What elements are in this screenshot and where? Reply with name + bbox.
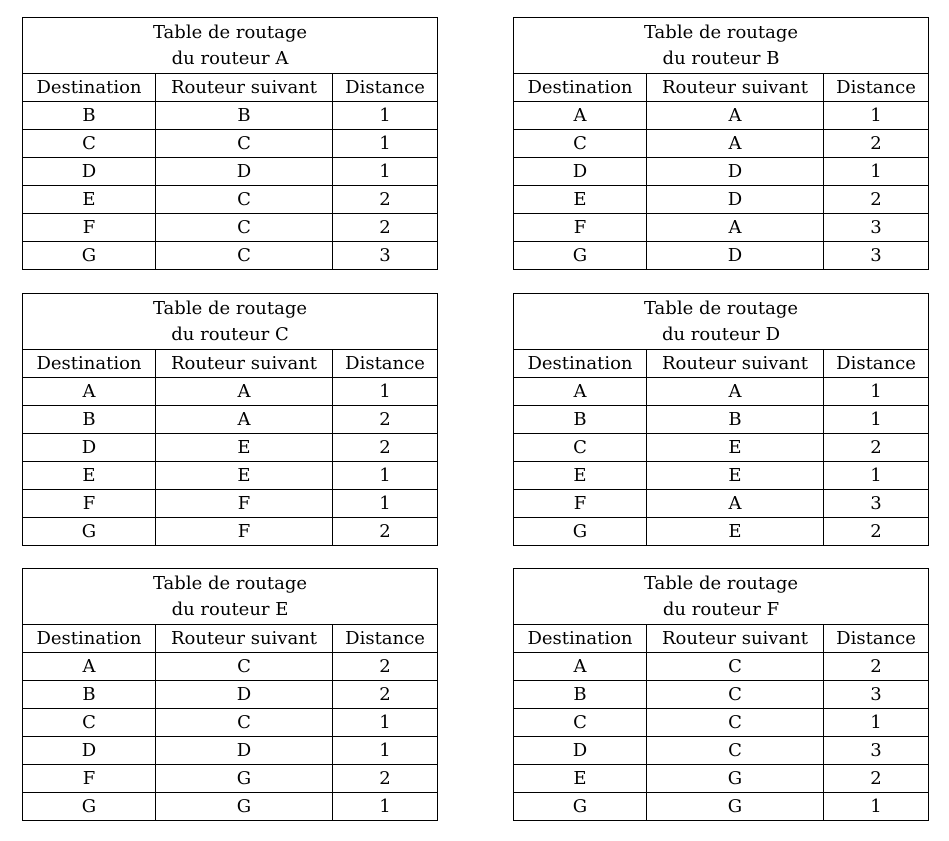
table-row <box>23 765 438 793</box>
table-row <box>514 709 929 737</box>
table-title-line-2: du routeur A <box>171 48 289 69</box>
table-title-line-1: Table de routage <box>643 22 799 43</box>
column-header-distance: Distance <box>333 625 438 653</box>
cell-destination: D <box>514 737 647 765</box>
table-title-row <box>23 294 438 350</box>
table-title <box>514 294 929 350</box>
table-title-row <box>514 294 929 350</box>
cell-destination: G <box>23 242 156 270</box>
cell-destination: D <box>23 158 156 186</box>
table-title-line-1: Table de routage <box>643 573 799 594</box>
cell-destination: E <box>23 186 156 214</box>
table-row <box>23 681 438 709</box>
table-row <box>23 518 438 546</box>
cell-distance: 1 <box>333 158 438 186</box>
table-row <box>514 214 929 242</box>
table-row <box>23 737 438 765</box>
table-title <box>514 569 929 625</box>
table-row <box>514 186 929 214</box>
routing-table-router-b <box>513 17 929 270</box>
table-title-line-1: Table de routage <box>643 298 799 319</box>
table-row <box>514 130 929 158</box>
cell-destination: C <box>514 709 647 737</box>
cell-distance: 2 <box>824 130 929 158</box>
table-row <box>514 378 929 406</box>
cell-next-router: G <box>647 765 824 793</box>
cell-next-router: B <box>156 102 333 130</box>
table-title-row <box>514 569 929 625</box>
cell-destination: C <box>514 434 647 462</box>
cell-distance: 2 <box>333 765 438 793</box>
table-row <box>23 709 438 737</box>
column-header-destination: Destination <box>23 74 156 102</box>
routing-table-router-a <box>22 17 438 270</box>
table-title <box>23 294 438 350</box>
column-header-destination: Destination <box>514 74 647 102</box>
cell-next-router: D <box>156 158 333 186</box>
table-row <box>23 214 438 242</box>
table-row <box>514 490 929 518</box>
cell-distance: 1 <box>333 793 438 821</box>
cell-destination: F <box>23 490 156 518</box>
cell-destination: A <box>23 653 156 681</box>
cell-next-router: E <box>156 462 333 490</box>
cell-next-router: C <box>647 737 824 765</box>
cell-next-router: C <box>647 709 824 737</box>
cell-distance: 3 <box>824 242 929 270</box>
column-header-next-router: Routeur suivant <box>647 74 824 102</box>
cell-next-router: A <box>647 214 824 242</box>
cell-destination: A <box>514 653 647 681</box>
cell-next-router: A <box>156 378 333 406</box>
cell-next-router: A <box>647 102 824 130</box>
routing-table-router-f <box>513 568 929 821</box>
cell-next-router: D <box>156 737 333 765</box>
cell-destination: E <box>514 186 647 214</box>
table-row <box>23 793 438 821</box>
column-header-distance: Distance <box>333 74 438 102</box>
table-row <box>23 434 438 462</box>
routing-table-router-d <box>513 293 929 546</box>
cell-next-router: A <box>647 490 824 518</box>
cell-distance: 2 <box>824 434 929 462</box>
cell-distance: 3 <box>824 490 929 518</box>
cell-distance: 2 <box>333 406 438 434</box>
cell-next-router: C <box>156 214 333 242</box>
cell-distance: 2 <box>333 518 438 546</box>
table-title-line-2: du routeur C <box>171 324 289 345</box>
table-title-line-2: du routeur B <box>662 48 780 69</box>
table-row <box>514 462 929 490</box>
cell-destination: C <box>514 130 647 158</box>
table-row <box>23 186 438 214</box>
cell-destination: B <box>23 406 156 434</box>
column-header-distance: Distance <box>824 74 929 102</box>
column-header-next-router: Routeur suivant <box>156 350 333 378</box>
cell-next-router: C <box>156 242 333 270</box>
table-row <box>23 462 438 490</box>
cell-next-router: D <box>647 242 824 270</box>
column-header-distance: Distance <box>824 625 929 653</box>
column-header-destination: Destination <box>514 350 647 378</box>
table-title-line-2: du routeur D <box>661 324 781 345</box>
cell-destination: G <box>514 518 647 546</box>
table-row <box>23 378 438 406</box>
table-row <box>514 681 929 709</box>
cell-distance: 2 <box>824 765 929 793</box>
table-row <box>514 406 929 434</box>
cell-destination: B <box>23 102 156 130</box>
column-header-next-router: Routeur suivant <box>156 625 333 653</box>
cell-next-router: E <box>647 518 824 546</box>
cell-destination: B <box>514 681 647 709</box>
table-title-line-1: Table de routage <box>152 22 308 43</box>
column-header-next-router: Routeur suivant <box>647 350 824 378</box>
cell-distance: 1 <box>824 793 929 821</box>
cell-distance: 1 <box>333 737 438 765</box>
table-title-row <box>23 18 438 74</box>
cell-destination: D <box>514 158 647 186</box>
cell-distance: 1 <box>824 709 929 737</box>
cell-destination: D <box>23 737 156 765</box>
table-row <box>514 158 929 186</box>
table-row <box>514 518 929 546</box>
cell-destination: D <box>23 434 156 462</box>
cell-distance: 2 <box>824 186 929 214</box>
cell-distance: 3 <box>333 242 438 270</box>
cell-destination: C <box>23 709 156 737</box>
table-title-row <box>514 18 929 74</box>
table-row <box>23 406 438 434</box>
cell-destination: E <box>514 462 647 490</box>
table-row <box>514 737 929 765</box>
cell-destination: A <box>514 102 647 130</box>
cell-destination: F <box>514 214 647 242</box>
table-row <box>23 102 438 130</box>
routing-table-router-c <box>22 293 438 546</box>
table-title <box>23 569 438 625</box>
table-header-row <box>23 625 438 653</box>
table-row <box>514 793 929 821</box>
cell-distance: 2 <box>333 681 438 709</box>
cell-next-router: C <box>647 653 824 681</box>
table-title-line-1: Table de routage <box>152 573 308 594</box>
cell-distance: 2 <box>333 653 438 681</box>
table-row <box>514 765 929 793</box>
cell-next-router: A <box>647 130 824 158</box>
cell-next-router: F <box>156 518 333 546</box>
table-row <box>514 242 929 270</box>
table-row <box>23 242 438 270</box>
cell-distance: 1 <box>333 102 438 130</box>
routing-table-router-e <box>22 568 438 821</box>
table-row <box>23 130 438 158</box>
cell-next-router: C <box>156 653 333 681</box>
cell-destination: E <box>23 462 156 490</box>
cell-next-router: C <box>156 186 333 214</box>
cell-destination: G <box>514 242 647 270</box>
cell-destination: G <box>514 793 647 821</box>
cell-distance: 1 <box>333 130 438 158</box>
table-header-row <box>514 350 929 378</box>
cell-distance: 1 <box>824 102 929 130</box>
table-header-row <box>514 74 929 102</box>
cell-next-router: A <box>156 406 333 434</box>
table-row <box>514 102 929 130</box>
cell-destination: B <box>514 406 647 434</box>
table-title-line-2: du routeur F <box>662 599 780 620</box>
cell-next-router: G <box>156 793 333 821</box>
column-header-destination: Destination <box>23 350 156 378</box>
table-row <box>514 434 929 462</box>
cell-next-router: D <box>647 186 824 214</box>
cell-next-router: C <box>156 130 333 158</box>
cell-destination: A <box>514 378 647 406</box>
cell-destination: A <box>23 378 156 406</box>
cell-destination: G <box>23 518 156 546</box>
table-title <box>514 18 929 74</box>
table-title-line-1: Table de routage <box>152 298 308 319</box>
cell-distance: 1 <box>824 462 929 490</box>
column-header-distance: Distance <box>333 350 438 378</box>
column-header-next-router: Routeur suivant <box>647 625 824 653</box>
cell-destination: E <box>514 765 647 793</box>
cell-next-router: E <box>647 434 824 462</box>
cell-next-router: F <box>156 490 333 518</box>
cell-distance: 1 <box>824 158 929 186</box>
table-title-row <box>23 569 438 625</box>
cell-next-router: D <box>647 158 824 186</box>
cell-distance: 1 <box>824 378 929 406</box>
table-header-row <box>514 625 929 653</box>
cell-distance: 1 <box>824 406 929 434</box>
cell-next-router: E <box>647 462 824 490</box>
table-header-row <box>23 74 438 102</box>
column-header-destination: Destination <box>23 625 156 653</box>
cell-next-router: G <box>647 793 824 821</box>
cell-next-router: A <box>647 378 824 406</box>
cell-next-router: G <box>156 765 333 793</box>
cell-distance: 1 <box>333 462 438 490</box>
cell-distance: 2 <box>333 186 438 214</box>
cell-next-router: B <box>647 406 824 434</box>
table-row <box>23 490 438 518</box>
table-title-line-2: du routeur E <box>171 599 289 620</box>
cell-destination: F <box>514 490 647 518</box>
cell-distance: 2 <box>333 434 438 462</box>
cell-destination: F <box>23 214 156 242</box>
cell-distance: 3 <box>824 681 929 709</box>
cell-next-router: C <box>156 709 333 737</box>
cell-distance: 1 <box>333 709 438 737</box>
cell-destination: F <box>23 765 156 793</box>
cell-destination: C <box>23 130 156 158</box>
column-header-next-router: Routeur suivant <box>156 74 333 102</box>
cell-distance: 2 <box>333 214 438 242</box>
cell-distance: 2 <box>824 653 929 681</box>
column-header-destination: Destination <box>514 625 647 653</box>
cell-distance: 1 <box>333 490 438 518</box>
column-header-distance: Distance <box>824 350 929 378</box>
cell-destination: B <box>23 681 156 709</box>
cell-distance: 3 <box>824 214 929 242</box>
cell-distance: 1 <box>333 378 438 406</box>
cell-destination: G <box>23 793 156 821</box>
cell-next-router: E <box>156 434 333 462</box>
table-title <box>23 18 438 74</box>
cell-next-router: C <box>647 681 824 709</box>
cell-distance: 2 <box>824 518 929 546</box>
table-header-row <box>23 350 438 378</box>
table-row <box>23 158 438 186</box>
cell-next-router: D <box>156 681 333 709</box>
table-row <box>514 653 929 681</box>
cell-distance: 3 <box>824 737 929 765</box>
table-row <box>23 653 438 681</box>
